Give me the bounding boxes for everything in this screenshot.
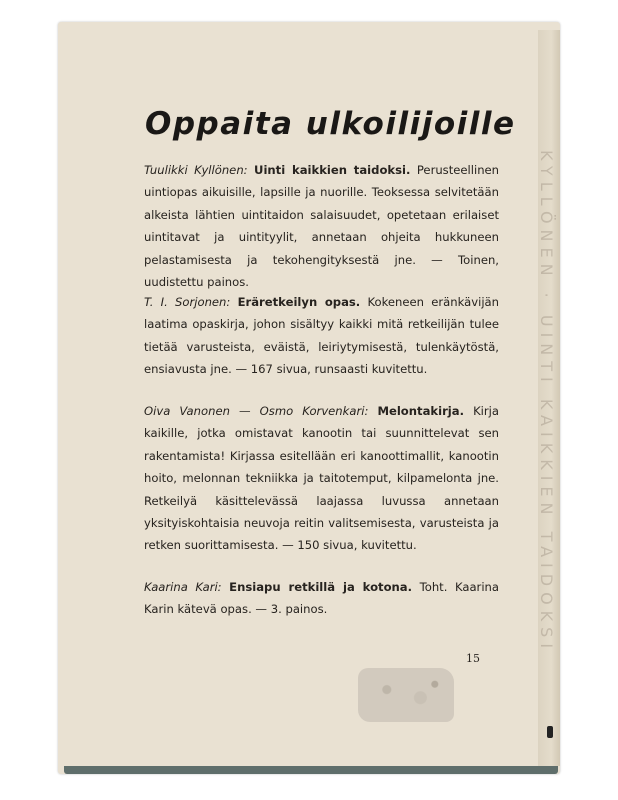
- book-entry-uinti: [144, 159, 499, 293]
- entry-title: Eräretkeilyn opas.: [237, 295, 361, 309]
- entry-author: Tuulikki Kyllönen:: [144, 163, 248, 177]
- entry-author: Kaarina Kari:: [144, 580, 222, 594]
- entry-description: Kokeneen eränkävijän laatima opaskirja, johon sisältyy kaikki mitä retkeilijän tulee tietää varusteista, eväistä, leiriytymisestä, tulenkäytöstä, ensiavusta jne. — 167 sivua, runsaasti kuvitettu.: [144, 295, 500, 377]
- entry-description: Perusteellinen uintiopas aikuisille, lapsille ja nuorille. Teoksessa selvitetään alkeista lähtien uintitaidon salaisuudet, opetetaan erilaiset uintitavat ja uintityylit, annetaan ohjeita hukkuneen pelastamisesta ja tekohengityksestä jne. — Toinen, uudistettu painos.: [144, 163, 500, 290]
- spine-text: KYLLÖNEN · UINTI KAIKKIEN TAIDOKSI: [537, 150, 556, 655]
- spine-mark: [547, 726, 553, 738]
- entry-description: Toht. Kaarina Karin kätevä opas. — 3. painos.: [144, 580, 499, 617]
- cover-bottom-edge: [64, 766, 558, 774]
- entry-description: Kirja kaikille, jotka omistavat kanootin tai suunnittelevat sen rakentamista! Kirjassa esitellään eri kanoottimallit, kanootin hoito, melonnan tekniikka ja taitotemput, kilpamelonta jne. Retkeilyä käsittelevässä laajassa luvussa annetaan yksityiskohtaisia neuvoja reitin valitsemisesta, varusteista ja retken suorittamisesta. — 150 sivua, kuvitettu.: [144, 404, 499, 553]
- book-entry-eraretkeily: [144, 291, 499, 381]
- book-entry-ensiapu: [144, 576, 499, 621]
- entry-title: Melontakirja.: [377, 404, 465, 418]
- entry-author: Oiva Vanonen — Osmo Korvenkari:: [144, 404, 369, 418]
- cover-stain: [358, 668, 454, 722]
- page-number: 15: [466, 652, 480, 665]
- entry-author: T. I. Sorjonen:: [144, 295, 231, 309]
- entry-title: Uinti kaikkien taidoksi.: [254, 163, 411, 177]
- page-title: Oppaita ulkoilijoille: [145, 106, 516, 142]
- book-entry-melonta: [144, 400, 499, 557]
- entry-title: Ensiapu retkillä ja kotona.: [229, 580, 413, 594]
